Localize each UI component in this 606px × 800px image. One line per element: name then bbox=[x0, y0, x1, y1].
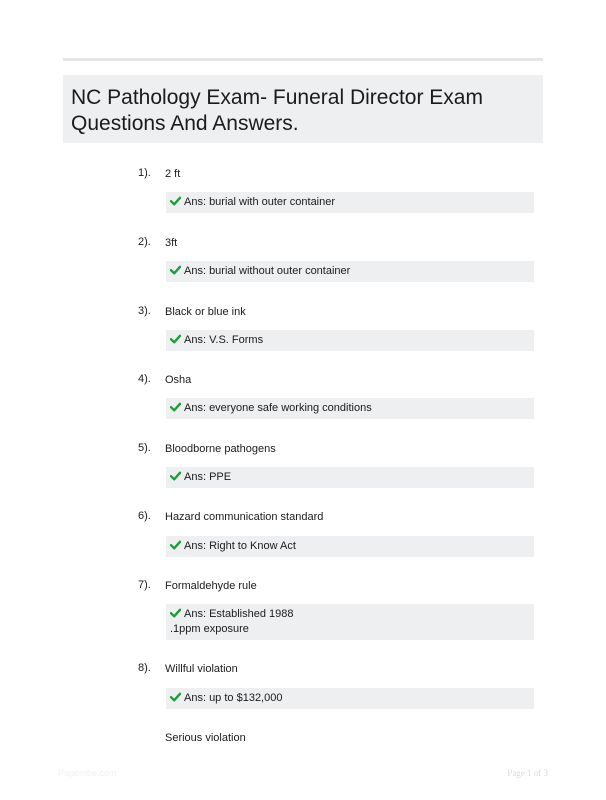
answer-box bbox=[166, 330, 534, 351]
title-banner bbox=[63, 75, 543, 143]
question-text: Bloodborne pathogens bbox=[165, 443, 276, 455]
question-text: 2 ft bbox=[165, 168, 181, 180]
question-text: Hazard communication standard bbox=[165, 511, 324, 523]
question-text: Serious violation bbox=[165, 732, 246, 744]
question-number: 7). bbox=[138, 579, 151, 591]
footer-watermark: Paperribe.com bbox=[58, 768, 117, 778]
question-text: Formaldehyde rule bbox=[165, 580, 257, 592]
answer-text: Ans: up to $132,000 bbox=[184, 692, 283, 704]
question-number: 3). bbox=[138, 305, 151, 317]
page-number: Page 1 of 3 bbox=[507, 768, 548, 778]
answer-box bbox=[166, 398, 534, 419]
question-text: 3ft bbox=[165, 237, 178, 249]
question-number: 8). bbox=[138, 662, 151, 674]
check-icon bbox=[170, 196, 181, 206]
question-text: Osha bbox=[165, 374, 192, 386]
check-icon bbox=[170, 265, 181, 275]
check-icon bbox=[170, 608, 181, 618]
answer-text: Ans: everyone safe working conditions bbox=[184, 402, 372, 414]
document-title-line-2: Questions And Answers. bbox=[71, 112, 299, 135]
answer-box bbox=[166, 688, 534, 709]
answer-box bbox=[166, 536, 534, 557]
answer-box bbox=[166, 467, 534, 488]
check-icon bbox=[170, 402, 181, 412]
question-number: 5). bbox=[138, 442, 151, 454]
question-number: 2). bbox=[138, 236, 151, 248]
top-divider bbox=[63, 58, 543, 61]
answer-text: Ans: V.S. Forms bbox=[184, 334, 264, 346]
check-icon bbox=[170, 692, 181, 702]
document-title-line-1: NC Pathology Exam- Funeral Director Exam bbox=[71, 86, 483, 109]
answer-text: Ans: burial with outer container bbox=[184, 196, 336, 208]
answer-text: Ans: PPE bbox=[184, 471, 232, 483]
check-icon bbox=[170, 471, 181, 481]
check-icon bbox=[170, 334, 181, 344]
answer-box bbox=[166, 604, 534, 640]
answer-text: Ans: Established 1988 bbox=[184, 608, 294, 620]
question-text: Willful violation bbox=[165, 663, 238, 675]
answer-box bbox=[166, 192, 534, 213]
answer-text-line-2: .1ppm exposure bbox=[170, 623, 249, 635]
question-number: 1). bbox=[138, 167, 151, 179]
check-icon bbox=[170, 540, 181, 550]
answer-box bbox=[166, 261, 534, 282]
answer-text: Ans: Right to Know Act bbox=[184, 540, 296, 552]
answer-text: Ans: burial without outer container bbox=[184, 265, 351, 277]
question-text: Black or blue ink bbox=[165, 306, 246, 318]
question-number: 4). bbox=[138, 373, 151, 385]
question-number: 6). bbox=[138, 510, 151, 522]
